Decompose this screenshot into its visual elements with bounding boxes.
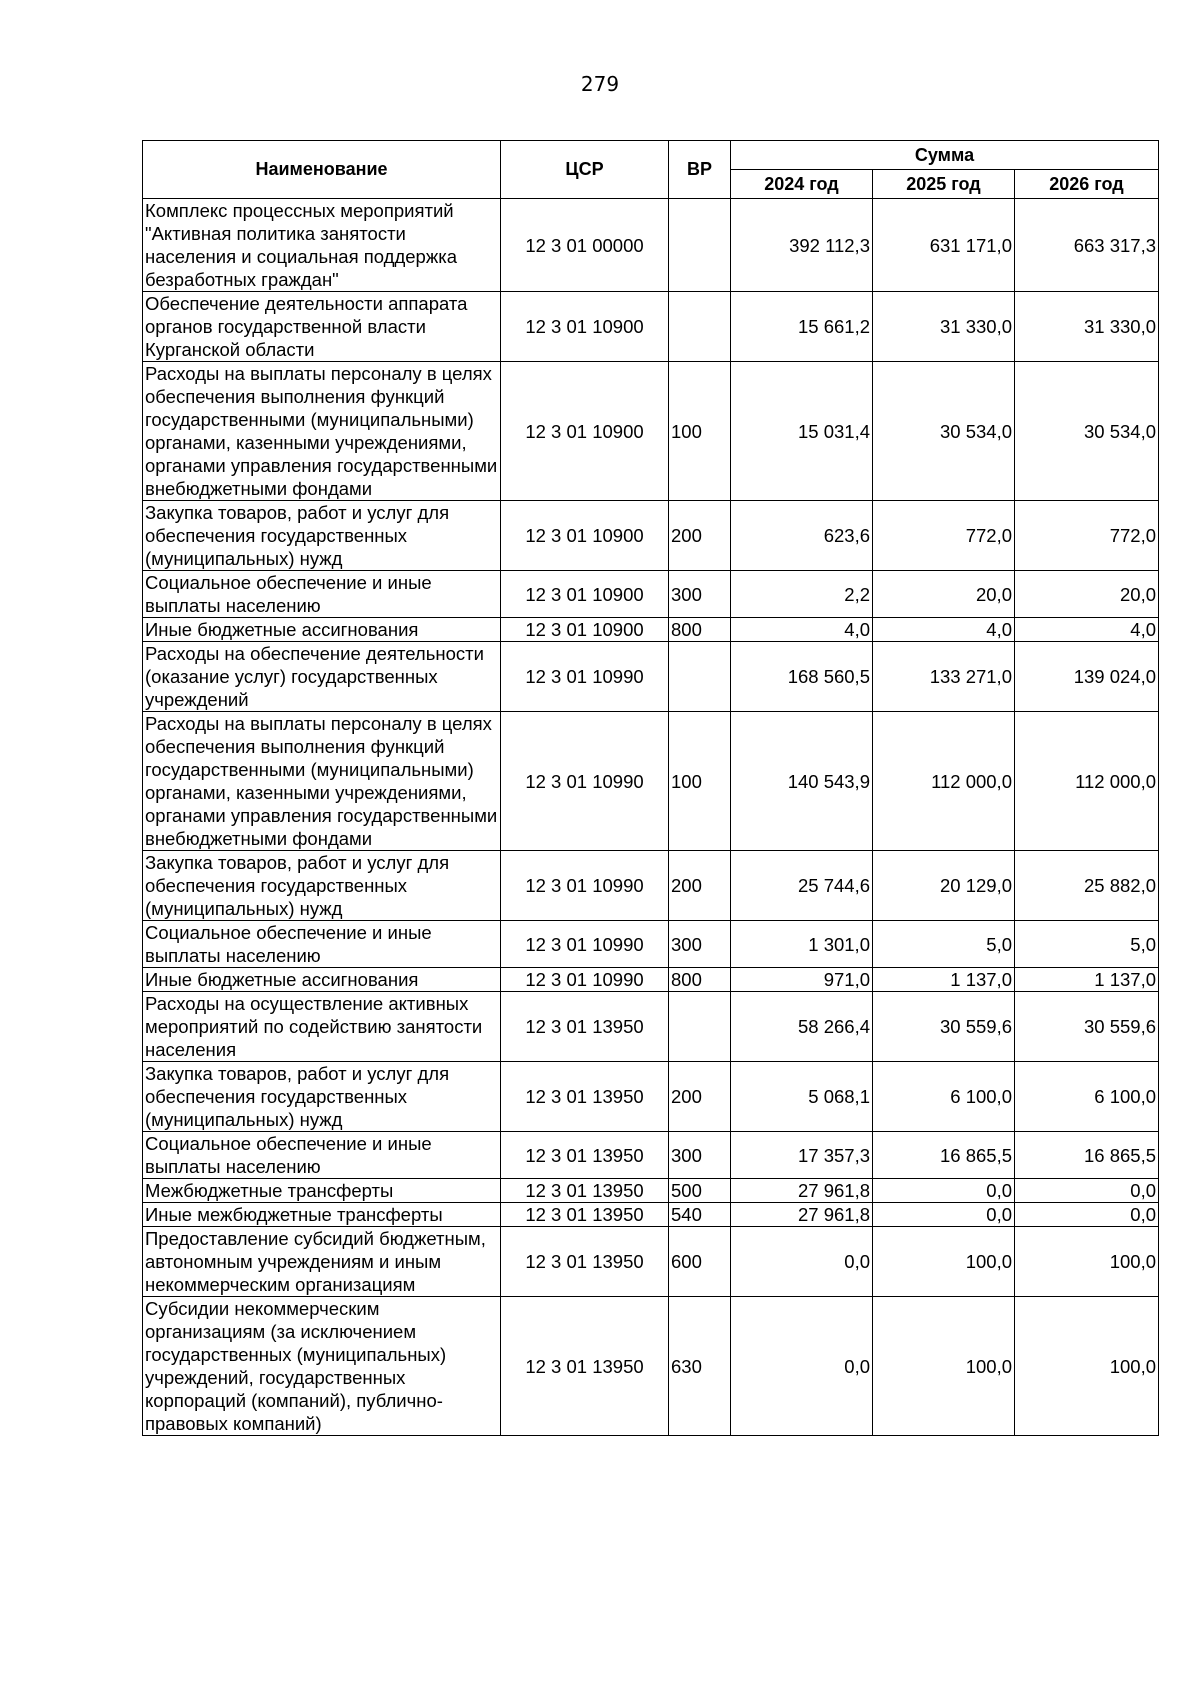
table-row bbox=[143, 1203, 1159, 1227]
row-vr: 200 bbox=[669, 851, 731, 921]
row-csr: 12 3 01 10990 bbox=[501, 851, 669, 921]
row-amount-2024: 0,0 bbox=[731, 1227, 873, 1297]
row-amount-2025: 20,0 bbox=[873, 571, 1015, 618]
table-row bbox=[143, 501, 1159, 571]
row-vr: 600 bbox=[669, 1227, 731, 1297]
row-csr: 12 3 01 13950 bbox=[501, 1203, 669, 1227]
row-amount-2026: 0,0 bbox=[1015, 1179, 1159, 1203]
row-csr: 12 3 01 10990 bbox=[501, 712, 669, 851]
row-amount-2025: 100,0 bbox=[873, 1297, 1015, 1436]
row-name: Закупка товаров, работ и услуг для обеспечения государственных (муниципальных) нужд bbox=[143, 851, 501, 921]
row-name: Социальное обеспечение и иные выплаты населению bbox=[143, 1132, 501, 1179]
row-vr bbox=[669, 292, 731, 362]
row-csr: 12 3 01 13950 bbox=[501, 1179, 669, 1203]
row-vr bbox=[669, 992, 731, 1062]
table-row bbox=[143, 712, 1159, 851]
table-row bbox=[143, 1132, 1159, 1179]
row-name: Социальное обеспечение и иные выплаты населению bbox=[143, 921, 501, 968]
table-row bbox=[143, 921, 1159, 968]
row-amount-2026: 16 865,5 bbox=[1015, 1132, 1159, 1179]
row-vr: 100 bbox=[669, 712, 731, 851]
table-row bbox=[143, 1062, 1159, 1132]
row-amount-2025: 4,0 bbox=[873, 618, 1015, 642]
row-amount-2024: 168 560,5 bbox=[731, 642, 873, 712]
row-amount-2024: 25 744,6 bbox=[731, 851, 873, 921]
row-name: Предоставление субсидий бюджетным, автономным учреждениям и иным некоммерческим организациям bbox=[143, 1227, 501, 1297]
row-csr: 12 3 01 00000 bbox=[501, 199, 669, 292]
row-amount-2024: 15 661,2 bbox=[731, 292, 873, 362]
row-vr: 300 bbox=[669, 1132, 731, 1179]
row-vr: 800 bbox=[669, 968, 731, 992]
row-vr: 300 bbox=[669, 571, 731, 618]
row-csr: 12 3 01 10900 bbox=[501, 292, 669, 362]
row-amount-2025: 631 171,0 bbox=[873, 199, 1015, 292]
row-amount-2025: 30 534,0 bbox=[873, 362, 1015, 501]
row-amount-2025: 16 865,5 bbox=[873, 1132, 1015, 1179]
row-amount-2024: 17 357,3 bbox=[731, 1132, 873, 1179]
row-amount-2024: 392 112,3 bbox=[731, 199, 873, 292]
row-amount-2024: 140 543,9 bbox=[731, 712, 873, 851]
header-csr: ЦСР bbox=[501, 141, 669, 199]
row-name: Обеспечение деятельности аппарата органов государственной власти Курганской области bbox=[143, 292, 501, 362]
row-vr: 540 bbox=[669, 1203, 731, 1227]
row-name: Закупка товаров, работ и услуг для обеспечения государственных (муниципальных) нужд bbox=[143, 1062, 501, 1132]
row-vr: 630 bbox=[669, 1297, 731, 1436]
header-name: Наименование bbox=[143, 141, 501, 199]
row-name: Расходы на обеспечение деятельности (оказание услуг) государственных учреждений bbox=[143, 642, 501, 712]
table-row bbox=[143, 571, 1159, 618]
row-amount-2026: 5,0 bbox=[1015, 921, 1159, 968]
header-year-2024: 2024 год bbox=[731, 170, 873, 199]
row-amount-2025: 5,0 bbox=[873, 921, 1015, 968]
row-csr: 12 3 01 10900 bbox=[501, 501, 669, 571]
row-amount-2024: 623,6 bbox=[731, 501, 873, 571]
row-name: Расходы на осуществление активных мероприятий по содействию занятости населения bbox=[143, 992, 501, 1062]
row-amount-2026: 25 882,0 bbox=[1015, 851, 1159, 921]
row-amount-2024: 15 031,4 bbox=[731, 362, 873, 501]
row-amount-2025: 112 000,0 bbox=[873, 712, 1015, 851]
row-amount-2026: 6 100,0 bbox=[1015, 1062, 1159, 1132]
table-row bbox=[143, 1179, 1159, 1203]
row-amount-2026: 112 000,0 bbox=[1015, 712, 1159, 851]
row-name: Иные бюджетные ассигнования bbox=[143, 968, 501, 992]
table-row bbox=[143, 199, 1159, 292]
header-sum: Сумма bbox=[731, 141, 1159, 170]
row-amount-2024: 2,2 bbox=[731, 571, 873, 618]
row-amount-2026: 100,0 bbox=[1015, 1227, 1159, 1297]
row-name: Расходы на выплаты персоналу в целях обеспечения выполнения функций государственными (муниципальными) органами, казенными учреждениями, органами управления государственными внебюджетными фондами bbox=[143, 362, 501, 501]
row-amount-2025: 772,0 bbox=[873, 501, 1015, 571]
row-csr: 12 3 01 10900 bbox=[501, 618, 669, 642]
row-amount-2026: 663 317,3 bbox=[1015, 199, 1159, 292]
table-row bbox=[143, 618, 1159, 642]
row-amount-2025: 1 137,0 bbox=[873, 968, 1015, 992]
row-name: Межбюджетные трансферты bbox=[143, 1179, 501, 1203]
row-name: Социальное обеспечение и иные выплаты населению bbox=[143, 571, 501, 618]
row-vr bbox=[669, 199, 731, 292]
table-body bbox=[143, 199, 1159, 1436]
row-amount-2025: 31 330,0 bbox=[873, 292, 1015, 362]
row-amount-2025: 20 129,0 bbox=[873, 851, 1015, 921]
row-name: Субсидии некоммерческим организациям (за исключением государственных (муниципальных) учреждений, государственных корпораций (компаний), публично-правовых компаний) bbox=[143, 1297, 501, 1436]
table-row bbox=[143, 968, 1159, 992]
row-amount-2026: 100,0 bbox=[1015, 1297, 1159, 1436]
table-row bbox=[143, 851, 1159, 921]
row-amount-2026: 20,0 bbox=[1015, 571, 1159, 618]
row-amount-2025: 100,0 bbox=[873, 1227, 1015, 1297]
row-name: Иные межбюджетные трансферты bbox=[143, 1203, 501, 1227]
row-csr: 12 3 01 13950 bbox=[501, 1227, 669, 1297]
table-row bbox=[143, 362, 1159, 501]
row-amount-2026: 30 534,0 bbox=[1015, 362, 1159, 501]
row-amount-2025: 6 100,0 bbox=[873, 1062, 1015, 1132]
table-row bbox=[143, 992, 1159, 1062]
row-vr: 200 bbox=[669, 501, 731, 571]
row-amount-2024: 0,0 bbox=[731, 1297, 873, 1436]
row-csr: 12 3 01 13950 bbox=[501, 1297, 669, 1436]
table-row bbox=[143, 642, 1159, 712]
table-row bbox=[143, 1297, 1159, 1436]
header-year-2026: 2026 год bbox=[1015, 170, 1159, 199]
row-amount-2024: 27 961,8 bbox=[731, 1203, 873, 1227]
row-csr: 12 3 01 10990 bbox=[501, 642, 669, 712]
row-amount-2024: 58 266,4 bbox=[731, 992, 873, 1062]
header-vr: ВР bbox=[669, 141, 731, 199]
header-year-2025: 2025 год bbox=[873, 170, 1015, 199]
row-name: Расходы на выплаты персоналу в целях обеспечения выполнения функций государственными (муниципальными) органами, казенными учреждениями, органами управления государственными внебюджетными фондами bbox=[143, 712, 501, 851]
row-csr: 12 3 01 13950 bbox=[501, 1062, 669, 1132]
row-amount-2025: 133 271,0 bbox=[873, 642, 1015, 712]
row-csr: 12 3 01 10900 bbox=[501, 362, 669, 501]
row-vr: 300 bbox=[669, 921, 731, 968]
row-amount-2026: 31 330,0 bbox=[1015, 292, 1159, 362]
budget-table bbox=[142, 140, 1159, 1436]
row-vr: 500 bbox=[669, 1179, 731, 1203]
row-vr: 800 bbox=[669, 618, 731, 642]
table-row bbox=[143, 1227, 1159, 1297]
row-amount-2024: 4,0 bbox=[731, 618, 873, 642]
row-amount-2024: 1 301,0 bbox=[731, 921, 873, 968]
row-name: Комплекс процессных мероприятий "Активная политика занятости населения и социальная поддержка безработных граждан" bbox=[143, 199, 501, 292]
row-vr bbox=[669, 642, 731, 712]
row-csr: 12 3 01 10990 bbox=[501, 921, 669, 968]
row-amount-2024: 971,0 bbox=[731, 968, 873, 992]
table-row bbox=[143, 292, 1159, 362]
row-amount-2026: 772,0 bbox=[1015, 501, 1159, 571]
row-name: Иные бюджетные ассигнования bbox=[143, 618, 501, 642]
row-amount-2024: 5 068,1 bbox=[731, 1062, 873, 1132]
row-vr: 200 bbox=[669, 1062, 731, 1132]
row-amount-2026: 1 137,0 bbox=[1015, 968, 1159, 992]
row-amount-2026: 4,0 bbox=[1015, 618, 1159, 642]
row-amount-2026: 30 559,6 bbox=[1015, 992, 1159, 1062]
row-amount-2024: 27 961,8 bbox=[731, 1179, 873, 1203]
row-csr: 12 3 01 13950 bbox=[501, 992, 669, 1062]
page-number: 279 bbox=[580, 72, 620, 96]
row-csr: 12 3 01 10900 bbox=[501, 571, 669, 618]
row-amount-2025: 0,0 bbox=[873, 1203, 1015, 1227]
row-amount-2025: 30 559,6 bbox=[873, 992, 1015, 1062]
row-csr: 12 3 01 10990 bbox=[501, 968, 669, 992]
row-vr: 100 bbox=[669, 362, 731, 501]
row-amount-2026: 0,0 bbox=[1015, 1203, 1159, 1227]
row-name: Закупка товаров, работ и услуг для обеспечения государственных (муниципальных) нужд bbox=[143, 501, 501, 571]
row-csr: 12 3 01 13950 bbox=[501, 1132, 669, 1179]
row-amount-2025: 0,0 bbox=[873, 1179, 1015, 1203]
row-amount-2026: 139 024,0 bbox=[1015, 642, 1159, 712]
